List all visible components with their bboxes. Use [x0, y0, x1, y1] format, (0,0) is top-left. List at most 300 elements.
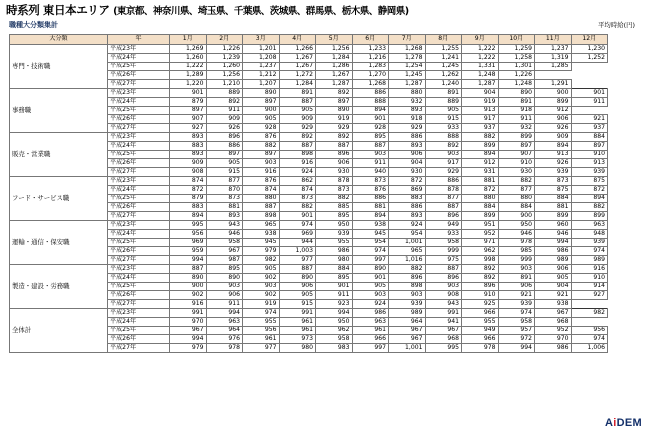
wage-cell: 987: [206, 256, 243, 265]
wage-cell: 930: [316, 168, 353, 177]
wage-cell: 963: [352, 317, 389, 326]
wage-cell: 899: [571, 212, 608, 221]
wage-cell: 919: [462, 97, 499, 106]
wage-cell: 965: [243, 220, 280, 229]
wage-cell: 929: [425, 168, 462, 177]
year-cell: 平成24年: [108, 53, 170, 62]
wage-cell: 883: [170, 203, 207, 212]
wage-cell: 975: [425, 256, 462, 265]
wage-table: [9, 34, 608, 353]
wage-cell: 994: [170, 335, 207, 344]
wage-cell: 991: [170, 308, 207, 317]
wage-cell: 909: [206, 115, 243, 124]
wage-cell: 900: [498, 212, 535, 221]
wage-cell: 977: [243, 344, 280, 353]
wage-cell: 1,210: [206, 80, 243, 89]
wage-cell: 958: [206, 238, 243, 247]
wage-cell: 874: [279, 185, 316, 194]
wage-cell: 897: [243, 97, 280, 106]
wage-cell: 1,267: [279, 62, 316, 71]
header-month: 4月: [279, 35, 316, 45]
wage-cell: 931: [462, 168, 499, 177]
year-cell: 平成24年: [108, 185, 170, 194]
wage-cell: 890: [498, 88, 535, 97]
year-cell: 平成23年: [108, 88, 170, 97]
wage-cell: 903: [425, 282, 462, 291]
wage-cell: 872: [389, 176, 426, 185]
wage-cell: 939: [389, 300, 426, 309]
wage-cell: 958: [498, 317, 535, 326]
wage-cell: 1,268: [352, 80, 389, 89]
year-cell: 平成27年: [108, 344, 170, 353]
wage-cell: 892: [462, 264, 499, 273]
wage-cell: 1,222: [170, 62, 207, 71]
wage-cell: 896: [425, 273, 462, 282]
wage-cell: 1,241: [425, 53, 462, 62]
wage-cell: 913: [462, 106, 499, 115]
wage-cell: 966: [462, 308, 499, 317]
wage-cell: 893: [389, 141, 426, 150]
wage-cell: 1,222: [462, 45, 499, 54]
wage-cell: 899: [535, 212, 572, 221]
wage-cell: 886: [389, 203, 426, 212]
wage-cell: 961: [279, 326, 316, 335]
wage-cell: 1,248: [498, 80, 535, 89]
wage-cell: 945: [243, 238, 280, 247]
wage-cell: 966: [352, 335, 389, 344]
title-region: (東京都、神奈川県、埼玉県、千葉県、茨城県、群馬県、栃木県、静岡県): [113, 6, 409, 17]
wage-cell: 903: [352, 291, 389, 300]
wage-cell: 881: [535, 203, 572, 212]
wage-cell: 964: [389, 317, 426, 326]
wage-cell: 961: [352, 326, 389, 335]
wage-cell: 879: [170, 194, 207, 203]
wage-cell: 888: [352, 97, 389, 106]
wage-cell: 887: [170, 264, 207, 273]
wage-cell: 997: [352, 344, 389, 353]
wage-cell: 1,216: [352, 53, 389, 62]
wage-cell: 1,258: [498, 53, 535, 62]
year-cell: 平成23年: [108, 176, 170, 185]
wage-cell: 916: [279, 159, 316, 168]
wage-cell: 961: [279, 317, 316, 326]
wage-cell: 929: [389, 124, 426, 133]
wage-cell: 1,266: [279, 45, 316, 54]
wage-cell: 912: [462, 159, 499, 168]
year-cell: 平成23年: [108, 308, 170, 317]
wage-cell: 877: [498, 185, 535, 194]
wage-cell: 881: [352, 203, 389, 212]
wage-cell: 896: [206, 132, 243, 141]
wage-cell: 967: [206, 247, 243, 256]
wage-cell: 938: [243, 229, 280, 238]
wage-cell: 945: [352, 229, 389, 238]
wage-cell: 986: [535, 247, 572, 256]
wage-cell: 924: [389, 220, 426, 229]
wage-cell: 982: [571, 308, 608, 317]
wage-cell: 882: [389, 264, 426, 273]
year-cell: 平成23年: [108, 264, 170, 273]
wage-cell: 949: [462, 326, 499, 335]
wage-cell: 941: [425, 317, 462, 326]
wage-cell: 881: [206, 203, 243, 212]
wage-cell: 883: [389, 194, 426, 203]
wage-cell: 927: [170, 124, 207, 133]
year-cell: 平成27年: [108, 80, 170, 89]
wage-cell: 911: [498, 115, 535, 124]
wage-cell: 895: [206, 264, 243, 273]
wage-cell: 876: [352, 185, 389, 194]
wage-cell: 994: [535, 238, 572, 247]
wage-cell: 913: [535, 150, 572, 159]
wage-cell: 1,001: [389, 344, 426, 353]
wage-cell: 908: [170, 168, 207, 177]
wage-cell: 882: [462, 132, 499, 141]
wage-cell: 974: [243, 308, 280, 317]
wage-cell: 909: [279, 115, 316, 124]
wage-cell: 995: [170, 220, 207, 229]
year-cell: 平成23年: [108, 132, 170, 141]
wage-cell: 893: [389, 212, 426, 221]
wage-cell: 954: [389, 229, 426, 238]
table-row: [10, 220, 608, 229]
wage-cell: 899: [462, 141, 499, 150]
wage-cell: 1,289: [170, 71, 207, 80]
wage-cell: 911: [316, 291, 353, 300]
wage-cell: 881: [462, 176, 499, 185]
wage-cell: 967: [425, 326, 462, 335]
wage-cell: 1,003: [279, 247, 316, 256]
wage-cell: 991: [425, 308, 462, 317]
wage-cell: 964: [206, 326, 243, 335]
wage-cell: 1,287: [389, 80, 426, 89]
wage-cell: 899: [498, 132, 535, 141]
wage-cell: 929: [279, 124, 316, 133]
wage-cell: 897: [571, 141, 608, 150]
wage-cell: 994: [316, 308, 353, 317]
wage-cell: 903: [425, 150, 462, 159]
wage-cell: 880: [389, 88, 426, 97]
wage-cell: 1,222: [462, 53, 499, 62]
year-cell: 平成25年: [108, 194, 170, 203]
wage-cell: 918: [498, 106, 535, 115]
wage-cell: 887: [425, 203, 462, 212]
wage-cell: 898: [243, 212, 280, 221]
wage-cell: 1,237: [535, 45, 572, 54]
wage-cell: 882: [316, 194, 353, 203]
wage-cell: 872: [170, 185, 207, 194]
year-cell: 平成25年: [108, 238, 170, 247]
year-cell: 平成27年: [108, 124, 170, 133]
wage-cell: 876: [243, 132, 280, 141]
wage-cell: 930: [389, 168, 426, 177]
wage-cell: 1,201: [243, 45, 280, 54]
wage-cell: 938: [352, 220, 389, 229]
wage-cell: 884: [535, 194, 572, 203]
wage-cell: 994: [170, 256, 207, 265]
wage-cell: 1,239: [206, 53, 243, 62]
wage-cell: 896: [462, 282, 499, 291]
wage-cell: 919: [243, 300, 280, 309]
header-category: 大分類: [10, 35, 108, 45]
wage-cell: 898: [279, 150, 316, 159]
wage-cell: 980: [316, 256, 353, 265]
wage-cell: 1,287: [462, 80, 499, 89]
wage-cell: 919: [316, 115, 353, 124]
wage-cell: 895: [352, 132, 389, 141]
wage-cell: 957: [498, 326, 535, 335]
header-month: 9月: [462, 35, 499, 45]
wage-cell: 896: [389, 273, 426, 282]
wage-cell: 978: [498, 238, 535, 247]
category-cell: 運輸・通信・保安職: [10, 220, 108, 264]
wage-cell: 970: [170, 317, 207, 326]
wage-cell: 1,267: [279, 53, 316, 62]
wage-cell: 904: [389, 159, 426, 168]
wage-cell: 924: [352, 300, 389, 309]
wage-cell: 1,319: [535, 53, 572, 62]
wage-cell: 906: [316, 159, 353, 168]
wage-cell: 933: [425, 124, 462, 133]
wage-cell: 927: [571, 291, 608, 300]
wage-cell: 914: [571, 282, 608, 291]
wage-cell: 903: [498, 264, 535, 273]
wage-cell: 939: [571, 238, 608, 247]
wage-cell: 1,226: [498, 71, 535, 80]
wage-cell: 872: [571, 185, 608, 194]
header-month: 12月: [571, 35, 608, 45]
wage-cell: 1,230: [571, 45, 608, 54]
wage-cell: 925: [462, 300, 499, 309]
wage-cell: 978: [206, 344, 243, 353]
table-row: [10, 176, 608, 185]
wage-cell: 999: [498, 256, 535, 265]
wage-cell: 874: [243, 185, 280, 194]
wage-cell: 969: [170, 238, 207, 247]
wage-cell: 907: [170, 115, 207, 124]
wage-cell: 902: [170, 291, 207, 300]
wage-cell: 893: [170, 132, 207, 141]
category-cell: 事務職: [10, 88, 108, 132]
wage-cell: 974: [571, 335, 608, 344]
year-cell: 平成24年: [108, 141, 170, 150]
wage-cell: 900: [535, 88, 572, 97]
wage-cell: 894: [462, 150, 499, 159]
wage-cell: 939: [498, 300, 535, 309]
year-cell: 平成26年: [108, 335, 170, 344]
wage-cell: 1,256: [206, 71, 243, 80]
wage-cell: 950: [498, 220, 535, 229]
wage-cell: 875: [571, 176, 608, 185]
wage-cell: 982: [243, 256, 280, 265]
category-cell: 販売・営業職: [10, 132, 108, 176]
wage-cell: 892: [316, 88, 353, 97]
wage-cell: 1,278: [389, 53, 426, 62]
wage-cell: 929: [316, 124, 353, 133]
wage-cell: 901: [352, 273, 389, 282]
wage-cell: 874: [170, 176, 207, 185]
wage-cell: 1,285: [535, 62, 572, 71]
year-cell: 平成24年: [108, 97, 170, 106]
wage-cell: 890: [206, 273, 243, 282]
wage-cell: 974: [498, 308, 535, 317]
wage-cell: 901: [352, 115, 389, 124]
wage-cell: 955: [316, 238, 353, 247]
wage-cell: 897: [316, 97, 353, 106]
wage-cell: 901: [316, 282, 353, 291]
wage-cell: 891: [498, 97, 535, 106]
wage-cell: 937: [571, 124, 608, 133]
wage-cell: 1,286: [316, 62, 353, 71]
year-cell: 平成24年: [108, 273, 170, 282]
wage-cell: 973: [279, 335, 316, 344]
wage-cell: 972: [498, 335, 535, 344]
wage-cell: 897: [243, 150, 280, 159]
wage-cell: 966: [462, 335, 499, 344]
wage-cell: 969: [279, 229, 316, 238]
wage-cell: 1,252: [571, 53, 608, 62]
wage-cell: 960: [535, 220, 572, 229]
wage-cell: 905: [206, 159, 243, 168]
wage-cell: 904: [535, 282, 572, 291]
wage-cell: 1,259: [498, 45, 535, 54]
wage-cell: 887: [316, 141, 353, 150]
wage-cell: 904: [462, 88, 499, 97]
wage-cell: 977: [279, 256, 316, 265]
wage-cell: 926: [535, 124, 572, 133]
wage-cell: 889: [206, 88, 243, 97]
wage-cell: 896: [425, 212, 462, 221]
wage-cell: 894: [352, 106, 389, 115]
wage-cell: 886: [352, 194, 389, 203]
wage-cell: 917: [462, 115, 499, 124]
wage-cell: 998: [462, 256, 499, 265]
year-cell: 平成26年: [108, 247, 170, 256]
wage-cell: 926: [535, 159, 572, 168]
wage-cell: 918: [389, 115, 426, 124]
wage-cell: 873: [279, 194, 316, 203]
category-cell: 製造・建設・労務職: [10, 264, 108, 308]
wage-cell: 890: [279, 273, 316, 282]
wage-cell: 932: [498, 124, 535, 133]
wage-cell: 1,260: [170, 53, 207, 62]
wage-cell: 873: [316, 185, 353, 194]
wage-cell: 906: [206, 291, 243, 300]
wage-cell: 1,254: [389, 62, 426, 71]
wage-cell: 894: [352, 212, 389, 221]
wage-cell: 946: [535, 229, 572, 238]
wage-cell: 939: [316, 229, 353, 238]
wage-cell: 893: [170, 150, 207, 159]
year-cell: 平成25年: [108, 150, 170, 159]
wage-cell: 1,301: [498, 62, 535, 71]
wage-cell: 961: [243, 335, 280, 344]
wage-cell: 893: [389, 106, 426, 115]
wage-cell: 891: [498, 273, 535, 282]
wage-cell: 948: [571, 229, 608, 238]
wage-cell: 1,220: [170, 80, 207, 89]
wage-cell: 892: [206, 97, 243, 106]
wage-cell: 892: [425, 141, 462, 150]
wage-cell: 884: [316, 264, 353, 273]
unit-label: 平均時給(円): [598, 21, 635, 29]
wage-cell: 903: [389, 291, 426, 300]
wage-cell: 1,331: [462, 62, 499, 71]
wage-cell: 910: [462, 291, 499, 300]
wage-cell: 1,270: [352, 71, 389, 80]
wage-cell: 907: [498, 150, 535, 159]
wage-cell: 963: [206, 317, 243, 326]
wage-cell: 921: [498, 291, 535, 300]
year-cell: 平成26年: [108, 159, 170, 168]
wage-cell: 901: [279, 212, 316, 221]
wage-cell: 1,284: [279, 80, 316, 89]
wage-cell: 895: [316, 212, 353, 221]
wage-cell: 903: [206, 282, 243, 291]
wage-cell: 949: [425, 220, 462, 229]
table-header-row: [10, 35, 608, 45]
wage-cell: 892: [462, 273, 499, 282]
wage-cell: 978: [462, 344, 499, 353]
wage-cell: 878: [316, 176, 353, 185]
wage-cell: 897: [206, 150, 243, 159]
wage-cell: 928: [352, 124, 389, 133]
wage-cell: 906: [535, 264, 572, 273]
wage-cell: 946: [206, 229, 243, 238]
wage-cell: 899: [462, 212, 499, 221]
wage-cell: 916: [243, 168, 280, 177]
wage-cell: 954: [352, 238, 389, 247]
wage-cell: 956: [243, 326, 280, 335]
wage-cell: 898: [389, 282, 426, 291]
year-cell: 平成26年: [108, 203, 170, 212]
table-body: [10, 45, 608, 353]
wage-cell: 905: [279, 291, 316, 300]
wage-cell: 900: [170, 282, 207, 291]
wage-cell: 894: [170, 212, 207, 221]
wage-cell: 887: [279, 97, 316, 106]
wage-cell: 872: [462, 185, 499, 194]
wage-cell: 895: [316, 273, 353, 282]
wage-cell: 932: [389, 97, 426, 106]
wage-cell: 915: [279, 300, 316, 309]
wage-cell: 999: [425, 247, 462, 256]
wage-cell: 905: [352, 282, 389, 291]
wage-cell: 886: [352, 88, 389, 97]
table-row: [10, 132, 608, 141]
wage-cell: 970: [535, 335, 572, 344]
wage-cell: 905: [425, 106, 462, 115]
wage-cell: 892: [316, 132, 353, 141]
wage-cell: 890: [352, 264, 389, 273]
wage-cell: 958: [316, 335, 353, 344]
year-cell: 平成25年: [108, 106, 170, 115]
wage-cell: 911: [571, 97, 608, 106]
wage-cell: 882: [243, 141, 280, 150]
wage-cell: 905: [243, 115, 280, 124]
wage-cell: 989: [389, 308, 426, 317]
wage-cell: 986: [535, 344, 572, 353]
wage-cell: 1,255: [425, 45, 462, 54]
aidem-logo: AiDEM: [605, 417, 642, 429]
wage-cell: 873: [206, 194, 243, 203]
wage-cell: 1,260: [206, 62, 243, 71]
year-cell: 平成26年: [108, 291, 170, 300]
wage-cell: 956: [170, 229, 207, 238]
wage-cell: 915: [206, 168, 243, 177]
wage-cell: 921: [571, 115, 608, 124]
wage-cell: 1,283: [352, 62, 389, 71]
